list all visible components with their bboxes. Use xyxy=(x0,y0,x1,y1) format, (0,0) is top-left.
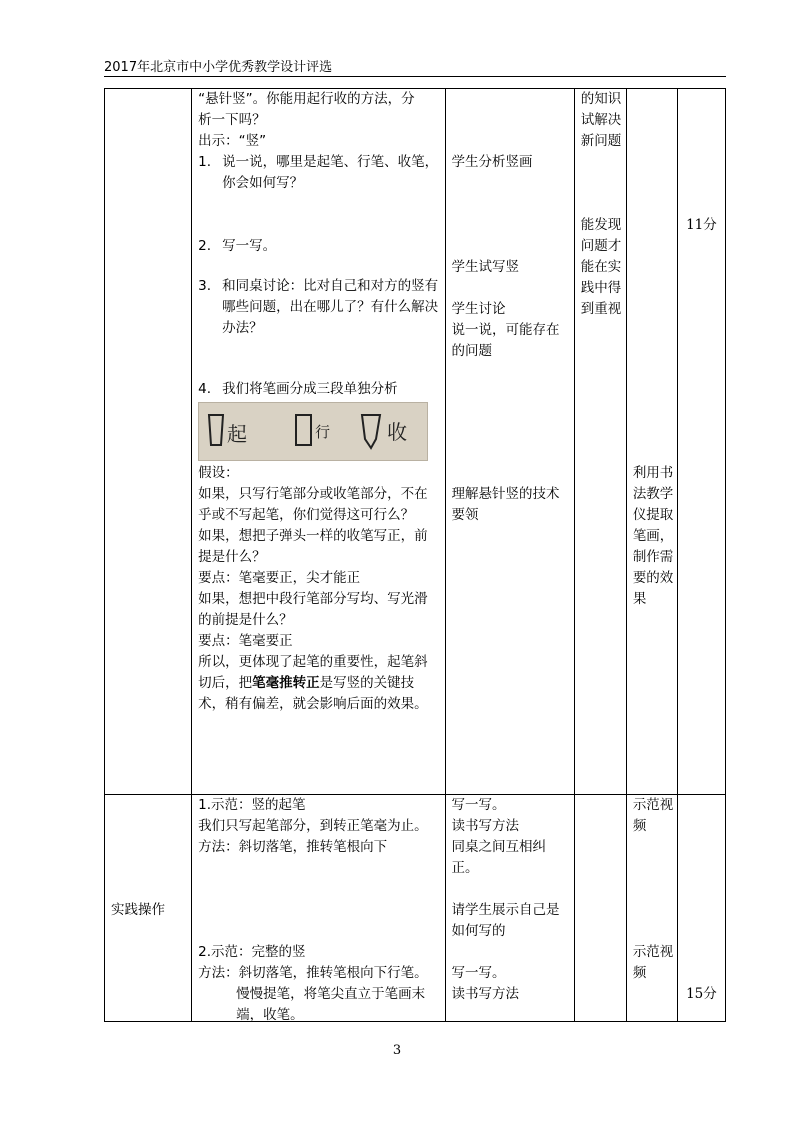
demo-title: 2.示范：完整的竖 xyxy=(198,944,306,960)
design-intent-cell-empty xyxy=(574,795,626,1022)
time-value: 11分 xyxy=(686,217,717,233)
page-number: 3 xyxy=(392,1043,402,1058)
conclusion-part: 所以，更体现了起笔的重要性，起笔斜切后，把 xyxy=(198,654,428,691)
student-activity: 读书写方法 xyxy=(451,818,520,834)
segment-label-qi: 起 xyxy=(227,422,248,446)
stroke-segments-image xyxy=(198,402,428,461)
conclusion-part: 是写竖的关键技术，稍有偏差，就会影响后面的效果。 xyxy=(198,675,428,712)
teacher-activity-cell xyxy=(192,795,445,1022)
conclusion xyxy=(198,652,440,715)
demo-line: 方法：斜切落笔，推转笔根向下行笔。 xyxy=(198,965,428,981)
step-item xyxy=(192,276,444,339)
demo-line: 慢慢提笔，将笔尖直立于笔画末端，收笔。 xyxy=(236,986,426,1023)
student-activity: 读书写方法 xyxy=(451,986,520,1002)
demo-line: 我们只写起笔部分，到转正笔毫为止。 xyxy=(198,818,428,834)
step-number: 2. xyxy=(198,238,212,254)
stage-label: 实践操作 xyxy=(111,902,165,918)
header-rule xyxy=(104,76,726,77)
student-activity-cell xyxy=(445,89,574,795)
hypothesis-line: 如果，只写行笔部分或收笔部分，不在乎或不写起笔，你们觉得这可行么？ xyxy=(198,486,428,523)
student-activity: 同桌之间互相纠正。 xyxy=(451,839,547,876)
step-text: 和同桌讨论：比对自己和对方的竖有哪些问题，出在哪儿了？有什么解决办法？ xyxy=(222,278,439,336)
key-point: 要点：笔毫要正，尖才能正 xyxy=(198,570,361,586)
step-number: 1. xyxy=(198,154,212,170)
document-header: 2017年北京市中小学优秀教学设计评选 xyxy=(104,60,333,75)
table-row xyxy=(105,795,726,1022)
lesson-plan-table xyxy=(104,88,726,1022)
student-activity: 写一写。 xyxy=(451,965,506,981)
media-cell xyxy=(626,89,677,795)
design-intent-text: 的知识试解决新问题 xyxy=(580,91,622,149)
step-number: 4. xyxy=(198,381,212,397)
design-intent-cell xyxy=(574,89,626,795)
student-activity-cell xyxy=(445,795,574,1022)
key-point: 要点：笔毫要正 xyxy=(198,633,293,649)
student-activity: 学生试写竖 xyxy=(451,259,520,275)
time-cell xyxy=(677,795,725,1022)
student-activity: 理解悬针竖的技术要领 xyxy=(451,486,560,523)
hypothesis-line: 如果，想把子弹头一样的收笔写正，前提是什么？ xyxy=(198,528,428,565)
step-text: 说一说，哪里是起笔、行笔、收笔，你会如何写？ xyxy=(222,154,439,191)
time-value: 15分 xyxy=(686,986,717,1002)
conclusion-emphasis: 笔毫推转正 xyxy=(252,675,320,691)
media-text: 示范视频 xyxy=(632,797,674,834)
stage-cell xyxy=(105,795,192,1022)
intro-line: “悬针竖”。你能用起行收的方法，分 xyxy=(198,91,415,107)
table-row xyxy=(105,89,726,795)
student-activity: 请学生展示自己是如何写的 xyxy=(451,902,560,939)
student-activity: 说一说，可能存在的问题 xyxy=(451,322,560,359)
show-line: 出示：“竖” xyxy=(198,133,267,149)
media-text: 利用书法教学仪提取笔画，制作需要的效果 xyxy=(632,465,674,607)
step-text: 我们将笔画分成三段单独分析 xyxy=(222,381,398,397)
demo-line: 方法：斜切落笔，推转笔根向下 xyxy=(198,839,388,855)
segment-label-shou: 收 xyxy=(387,420,408,444)
design-intent-text: 能发现问题才能在实践中得到重视 xyxy=(580,217,622,317)
hypothesis-line: 如果，想把中段行笔部分写均、写光滑的前提是什么？ xyxy=(198,591,428,628)
step-text: 写一写。 xyxy=(222,238,277,254)
student-activity: 学生分析竖画 xyxy=(451,154,533,170)
student-activity: 写一写。 xyxy=(451,797,506,813)
stage-cell-empty xyxy=(105,89,192,795)
segment-label-xing: 行 xyxy=(315,423,331,441)
media-text: 示范视频 xyxy=(632,944,674,981)
teacher-activity-cell xyxy=(192,89,445,795)
step-item xyxy=(192,379,444,400)
step-item xyxy=(192,236,444,257)
student-activity: 学生讨论 xyxy=(451,301,506,317)
hypothesis-title: 假设： xyxy=(198,465,239,481)
intro-line: 析一下吗？ xyxy=(198,112,266,128)
step-item xyxy=(192,152,444,194)
step-number: 3. xyxy=(198,278,212,294)
time-cell xyxy=(677,89,725,795)
media-cell xyxy=(626,795,677,1022)
demo-title: 1.示范：竖的起笔 xyxy=(198,797,306,813)
